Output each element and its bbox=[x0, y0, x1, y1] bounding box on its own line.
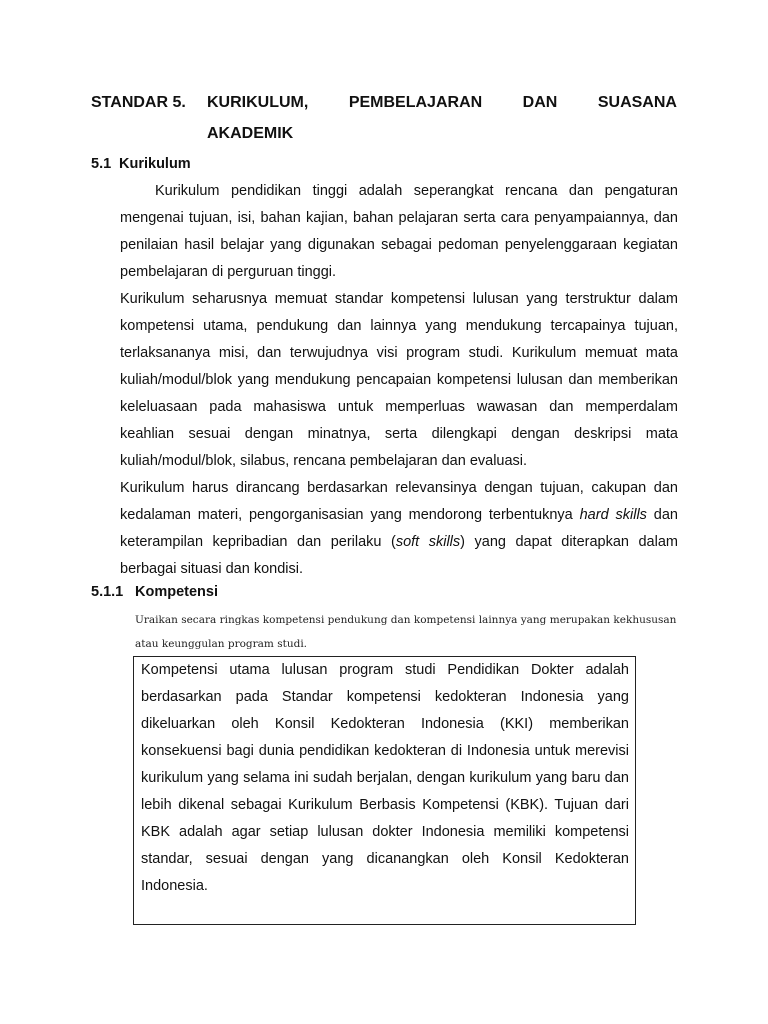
heading-line2: AKADEMIK bbox=[207, 125, 294, 142]
section-title: Kompetensi bbox=[135, 584, 218, 600]
paragraph-3-part-c: ) yang dapat diterapkan dalam berbagai situasi dan kondisi. bbox=[120, 534, 678, 577]
paragraph-3-part-a: Kurikulum harus dirancang berdasarkan relevansinya dengan tujuan, cakupan dan kedalaman materi, pengorganisasian yang mendorong terbentuknya bbox=[120, 480, 678, 523]
paragraph-1: Kurikulum pendidikan tinggi adalah seperangkat rencana dan pengaturan mengenai tujuan, isi, bahan kajian, bahan pelajaran serta cara penyampaiannya, dan penilaian hasil belajar yang digunakan sebagai pedoman penyelenggaraan kegiatan pembelajaran di perguruan tinggi. bbox=[120, 183, 678, 280]
answer-text: Kompetensi utama lulusan program studi Pendidikan Dokter adalah berdasarkan pada Standar kompetensi kedokteran Indonesia yang dikeluarkan oleh Konsil Kedokteran Indonesia (KKI) memberikan konsekuensi bagi dunia pendidikan kedokteran di Indonesia untuk merevisi kurikulum yang selama ini sudah berjalan, dengan kurikulum yang baru dan lebih dikenal sebagai Kurikulum Berbasis Kompetensi (KBK). Tujuan dari KBK adalah agar setiap lulusan dokter Indonesia memiliki kompetensi standar, sesuai dengan yang dicanangkan oleh Konsil Kedokteran Indonesia. bbox=[141, 662, 629, 894]
section-title: Kurikulum bbox=[119, 156, 191, 172]
chapter-heading bbox=[91, 93, 677, 113]
heading-word: PEMBELAJARAN bbox=[348, 94, 483, 111]
paragraph-3 bbox=[120, 475, 678, 583]
section-heading-5-1-1 bbox=[91, 583, 218, 601]
heading-words bbox=[207, 93, 677, 113]
paragraph-2: Kurikulum seharusnya memuat standar kompetensi lulusan yang terstruktur dalam kompetensi utama, pendukung dan lainnya yang mendukung tercapainya tujuan, terlaksananya misi, dan terwujudnya visi program studi. Kurikulum memuat mata kuliah/modul/blok yang mendukung pencapaian kompetensi lulusan dan memberikan keleluasaan pada mahasiswa untuk memperluas wawasan dan memperdalam keahlian sesuai dengan minatnya, serta dilengkapi dengan deskripsi mata kuliah/modul/blok, silabus, rencana pembelajaran dan evaluasi. bbox=[120, 291, 678, 469]
instruction-text: Uraikan secara ringkas kompetensi pendukung dan kompetensi lainnya yang merupakan kekhususan atau keunggulan program studi. bbox=[135, 614, 677, 650]
heading-word: KURIKULUM, bbox=[207, 94, 309, 111]
heading-word: SUASANA bbox=[597, 94, 677, 111]
section-number: 5.1 bbox=[91, 156, 112, 172]
paragraph-3-part-b: dan keterampilan kepribadian dan perilaku ( bbox=[120, 507, 678, 550]
soft-skills-term: soft skills bbox=[395, 534, 461, 550]
section-number: 5.1.1 bbox=[91, 584, 124, 600]
heading-prefix: STANDAR 5. bbox=[91, 94, 186, 111]
hard-skills-term: hard skills bbox=[579, 507, 647, 523]
section-heading-5-1 bbox=[91, 155, 191, 173]
answer-box bbox=[133, 656, 636, 925]
heading-word: DAN bbox=[522, 94, 558, 111]
section-5-1-body bbox=[120, 178, 678, 583]
